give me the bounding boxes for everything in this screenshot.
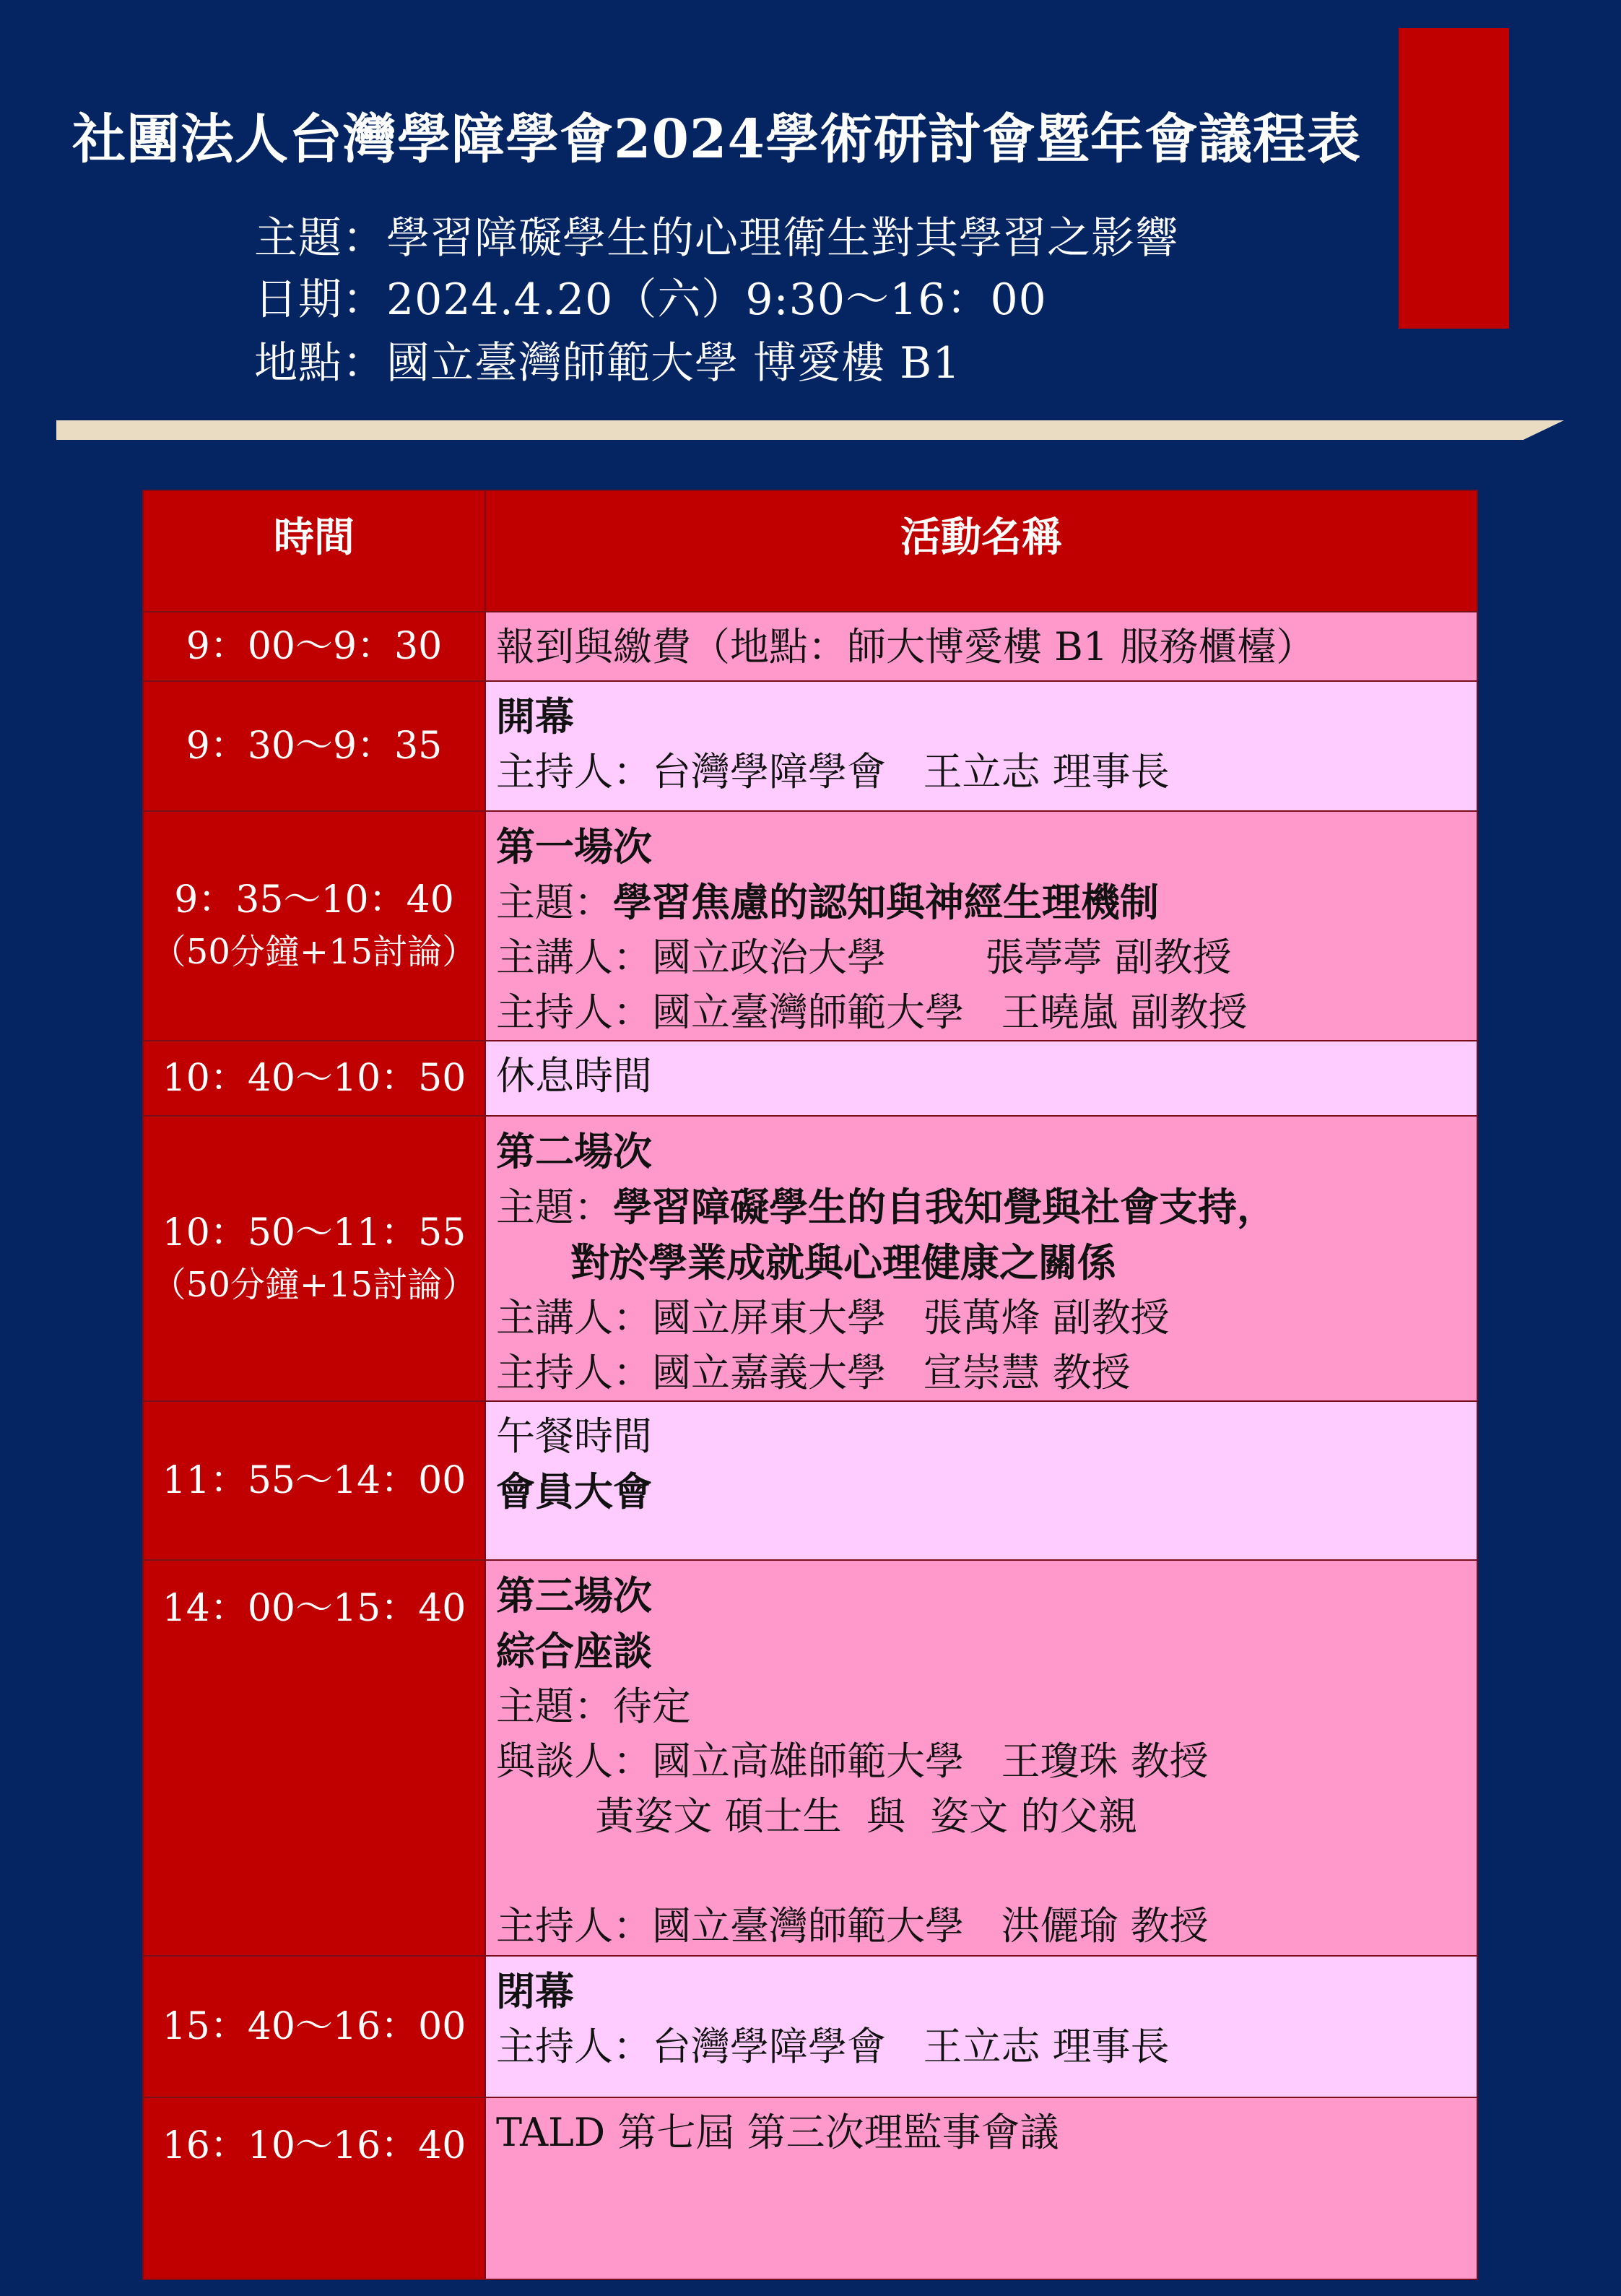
time-cell: [143, 811, 485, 1041]
activity-line-text: 對於學業成就與心理健康之關係: [570, 1239, 1116, 1286]
activity-line-text: 報到與繳費（地點：師大博愛樓 B1 服務櫃檯）: [496, 624, 1316, 670]
activity-line: [496, 620, 1477, 675]
time-range: 10：40～10：50: [162, 1057, 466, 1100]
time-range: 16：10～16：40: [162, 2124, 466, 2167]
activity-line-text: 主講人：國立政治大學 張葶葶 副教授: [496, 935, 1232, 980]
meta-theme: 主題：學習障礙學生的心理衛生對其學習之影響: [254, 213, 1179, 264]
time-cell: [143, 1401, 485, 1560]
activity-line-text: 與談人：國立高雄師範大學 王瓊珠 教授: [496, 1738, 1209, 1784]
activity-line: [496, 1179, 1477, 1235]
time-range: 15：40～16：00: [162, 2005, 466, 2048]
activity-line: [496, 1409, 1477, 1464]
time-range: 9：00～9：30: [186, 625, 443, 668]
activity-line-label: [496, 1240, 570, 1286]
table-row: [143, 1116, 1477, 1401]
activity-cell: [485, 612, 1477, 681]
activity-line-text: 午餐時間: [496, 1413, 652, 1459]
activity-line-text: 會員大會: [496, 1468, 652, 1515]
page-title: 社團法人台灣學障學會2024學術研討會暨年會議程表: [72, 108, 1361, 170]
activity-line-text: 閉幕: [496, 1968, 574, 2014]
table-row: [143, 1560, 1477, 1956]
time-range: 14：00～15：40: [162, 1587, 466, 1630]
time-range: 10：50～11：55: [162, 1210, 466, 1255]
activity-line: [496, 1734, 1477, 1789]
meta-place: 地點：國立臺灣師範大學 博愛樓 B1: [254, 338, 961, 389]
time-cell: [143, 612, 485, 681]
time-range: 11：55～14：00: [162, 1459, 466, 1502]
time-cell: [143, 1116, 485, 1401]
activity-line: [496, 1899, 1477, 1954]
activity-line-text: 第三場次: [496, 1572, 652, 1619]
activity-line: [496, 2105, 1477, 2160]
activity-line: [496, 985, 1477, 1040]
time-cell: [143, 1560, 485, 1956]
activity-line: [496, 745, 1477, 800]
header-time: 時間: [143, 490, 485, 612]
activity-cell: [485, 2097, 1477, 2279]
time-cell: [143, 1041, 485, 1116]
table-row: [143, 612, 1477, 681]
activity-line-text: 主題：待定: [496, 1684, 691, 1729]
table-row: [143, 2097, 1477, 2279]
time-note: （50分鐘+15討論）: [151, 932, 477, 972]
activity-line-text: 休息時間: [496, 1053, 652, 1099]
activity-line: [496, 875, 1477, 930]
table-row: [143, 1041, 1477, 1116]
header-divider: [56, 420, 1564, 440]
activity-line: [496, 1235, 1477, 1291]
time-cell: [143, 681, 485, 811]
activity-line: [496, 1291, 1477, 1346]
activity-line-text: 綜合座談: [496, 1628, 652, 1674]
table-row: [143, 811, 1477, 1041]
activity-line: [496, 1624, 1477, 1679]
time-range: 9：35～10：40: [174, 878, 454, 922]
table-header-row: [143, 490, 1477, 612]
activity-line-text: 主持人：台灣學障學會 王立志 理事長: [496, 749, 1170, 794]
activity-line: [496, 1844, 1477, 1899]
activity-line: [496, 1124, 1477, 1179]
activity-line-text: 主講人：國立屏東大學 張萬烽 副教授: [496, 1295, 1170, 1340]
activity-cell: [485, 811, 1477, 1041]
time-note: （50分鐘+15討論）: [151, 1264, 477, 1305]
time-cell: [143, 1956, 485, 2097]
activity-line-text: 第一場次: [496, 823, 652, 870]
activity-cell: [485, 1116, 1477, 1401]
table-row: [143, 1401, 1477, 1560]
activity-line-text: 第二場次: [496, 1128, 652, 1174]
activity-line-label: 主題：: [496, 1184, 613, 1230]
activity-cell: [485, 1560, 1477, 1956]
activity-line-text: TALD 第七屆 第三次理監事會議: [496, 2110, 1059, 2155]
activity-line: [496, 1464, 1477, 1520]
activity-line-text: 主持人：台灣學障學會 王立志 理事長: [496, 2024, 1170, 2069]
meta-date: 日期：2024.4.20（六）9:30～16：00: [254, 274, 1047, 325]
activity-line: [496, 2019, 1477, 2074]
activity-line: [496, 930, 1477, 985]
activity-line-text: 主持人：國立臺灣師範大學 王曉嵐 副教授: [496, 989, 1248, 1035]
table-row: [143, 1956, 1477, 2097]
activity-line: [496, 1789, 1477, 1844]
activity-line: [496, 689, 1477, 745]
activity-line: [496, 1568, 1477, 1624]
activity-line-text: [496, 1848, 508, 1894]
activity-line-text: 主持人：國立嘉義大學 宣崇慧 教授: [496, 1350, 1131, 1395]
header-activity: 活動名稱: [485, 490, 1477, 612]
activity-line-text: 學習焦慮的認知與神經生理機制: [613, 879, 1159, 925]
agenda-table: [142, 490, 1478, 2280]
activity-line-label: 主題：: [496, 880, 613, 925]
activity-line-text: 主持人：國立臺灣師範大學 洪儷瑜 教授: [496, 1903, 1209, 1949]
activity-line: [496, 1049, 1477, 1104]
activity-line-text: 黃姿文 碩士生 與 姿文 的父親: [496, 1793, 1138, 1839]
activity-cell: [485, 1041, 1477, 1116]
activity-line-text: 學習障礙學生的自我知覺與社會支持，: [613, 1184, 1276, 1230]
activity-cell: [485, 1956, 1477, 2097]
time-cell: [143, 2097, 485, 2279]
activity-line: [496, 1964, 1477, 2019]
activity-line-text: 開幕: [496, 693, 574, 740]
activity-line: [496, 819, 1477, 875]
activity-line: [496, 1346, 1477, 1400]
time-range: 9：30～9：35: [186, 724, 443, 768]
activity-cell: [485, 1401, 1477, 1560]
table-row: [143, 681, 1477, 811]
activity-cell: [485, 681, 1477, 811]
activity-line: [496, 1679, 1477, 1734]
